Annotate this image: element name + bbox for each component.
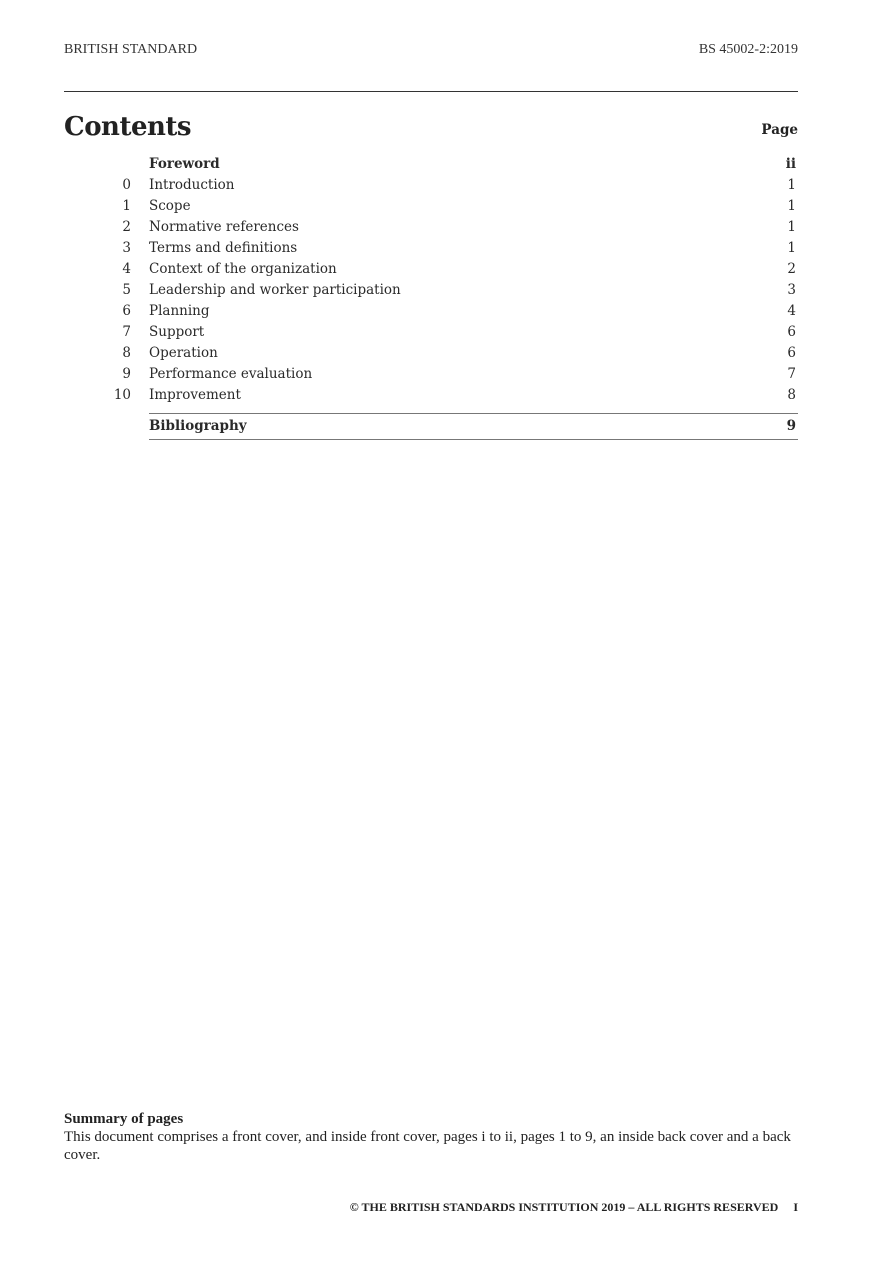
toc-entry-planning[interactable] [64, 301, 798, 322]
toc-entry-title: Foreword [149, 156, 220, 172]
toc-entry-title: Context of the organization [149, 261, 337, 277]
toc-entry-number: 1 [122, 198, 131, 214]
header-standard-number: BS 45002-2:2019 [698, 42, 798, 57]
toc-entry-performance-evaluation[interactable] [64, 364, 798, 385]
toc-entry-number: 2 [122, 219, 131, 235]
toc-entry-title: Operation [149, 345, 218, 361]
toc-entry-title: Scope [149, 198, 191, 214]
toc-entry-leadership[interactable] [64, 280, 798, 301]
toc-entry-number: 3 [122, 240, 131, 256]
toc-entry-terms-and-definitions[interactable] [64, 238, 798, 259]
toc-entry-number: 7 [122, 324, 131, 340]
toc-entry-page: 3 [787, 282, 796, 298]
toc-entry-number: 4 [122, 261, 131, 277]
page-column-label: Page [761, 122, 798, 138]
toc-entry-support[interactable] [64, 322, 798, 343]
toc-entry-page: 7 [787, 366, 796, 382]
toc-entry-number: 10 [113, 387, 131, 403]
summary-text: This document comprises a front cover, and inside front cover, pages i to ii, pages 1 to 9, an inside back cover and a back cover. [64, 1129, 791, 1163]
toc-entry-page: ii [785, 156, 796, 172]
toc-entry-page: 1 [787, 198, 796, 214]
toc-entry-page: 9 [786, 418, 796, 434]
toc-entry-bibliography[interactable] [64, 413, 798, 439]
toc-entry-title: Leadership and worker participation [149, 282, 401, 298]
toc-entry-page: 1 [787, 219, 796, 235]
copyright-notice: © THE BRITISH STANDARDS INSTITUTION 2019 – ALL RIGHTS RESERVED [349, 1200, 779, 1214]
toc-entry-page: 1 [787, 240, 796, 256]
toc-entry-title: Introduction [149, 177, 235, 193]
running-header [64, 42, 798, 60]
toc-entry-title: Improvement [149, 387, 241, 403]
toc-entry-page: 1 [787, 177, 796, 193]
toc-entry-number: 0 [122, 177, 131, 193]
toc-entry-foreword[interactable] [64, 154, 798, 175]
page-folio: I [793, 1200, 798, 1214]
toc-entry-title: Support [149, 324, 205, 340]
page-footer [350, 1200, 798, 1215]
page-title: Contents [64, 112, 192, 142]
toc-entry-introduction[interactable] [64, 175, 798, 196]
toc-entry-context-of-the-organization[interactable] [64, 259, 798, 280]
toc-entry-title: Planning [149, 303, 210, 319]
bibliography-bottom-rule [149, 439, 798, 440]
toc-entry-title: Terms and definitions [149, 240, 298, 256]
summary-heading: Summary of pages [64, 1111, 184, 1127]
toc-entry-title: Performance evaluation [149, 366, 313, 382]
toc-entry-title: Normative references [149, 219, 299, 235]
toc-entry-page: 6 [787, 345, 796, 361]
toc-entry-page: 4 [787, 303, 796, 319]
toc-entry-improvement[interactable] [64, 385, 798, 406]
toc-entry-scope[interactable] [64, 196, 798, 217]
toc-entry-number: 6 [122, 303, 131, 319]
header-publisher: BRITISH STANDARD [64, 42, 198, 57]
toc-entry-normative-references[interactable] [64, 217, 798, 238]
table-of-contents [64, 154, 798, 439]
toc-entry-operation[interactable] [64, 343, 798, 364]
summary-of-pages [64, 1110, 798, 1164]
toc-entry-number: 9 [122, 366, 131, 382]
toc-entry-number: 5 [122, 282, 131, 298]
header-divider [64, 91, 798, 92]
toc-entry-page: 2 [787, 261, 796, 277]
toc-entry-title: Bibliography [149, 418, 247, 434]
toc-entry-page: 8 [787, 387, 796, 403]
toc-entry-number: 8 [122, 345, 131, 361]
document-page [64, 0, 798, 1262]
toc-entry-page: 6 [787, 324, 796, 340]
